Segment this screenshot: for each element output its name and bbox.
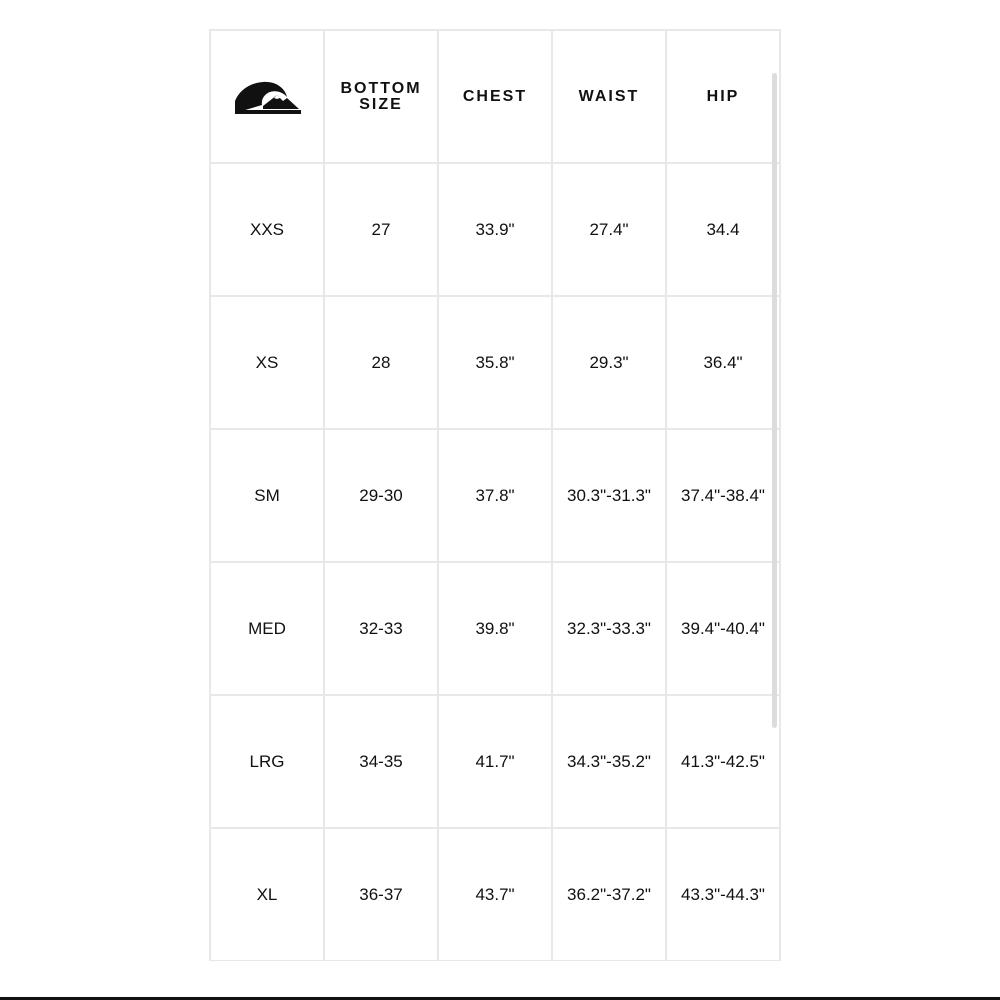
waist-value: 29.3" <box>552 296 666 429</box>
bottom-size-value: 28 <box>324 296 438 429</box>
size-label: XL <box>210 828 324 961</box>
bottom-size-value: 32-33 <box>324 562 438 695</box>
size-chart-scroll-area[interactable] <box>209 29 781 961</box>
vertical-scrollbar-thumb[interactable] <box>772 73 777 728</box>
hip-value: 34.4 <box>666 163 780 296</box>
header-bottom-size-line2: SIZE <box>359 95 403 113</box>
table-row <box>210 296 780 429</box>
size-label: XXS <box>210 163 324 296</box>
size-chart-table <box>209 29 781 961</box>
bottom-size-value: 36-37 <box>324 828 438 961</box>
header-bottom-size <box>324 30 438 163</box>
header-bottom-size-line1: BOTTOM <box>340 79 422 97</box>
chest-value: 33.9" <box>438 163 552 296</box>
waist-value: 30.3"-31.3" <box>552 429 666 562</box>
waist-value: 32.3"-33.3" <box>552 562 666 695</box>
hip-value: 37.4"-38.4" <box>666 429 780 562</box>
waist-value: 27.4" <box>552 163 666 296</box>
chest-value: 39.8" <box>438 562 552 695</box>
hip-value: 39.4"-40.4" <box>666 562 780 695</box>
hip-value: 43.3"-44.3" <box>666 828 780 961</box>
chest-value: 43.7" <box>438 828 552 961</box>
bottom-size-value: 29-30 <box>324 429 438 562</box>
table-row <box>210 695 780 828</box>
waist-value: 36.2"-37.2" <box>552 828 666 961</box>
size-label: MED <box>210 562 324 695</box>
size-label: LRG <box>210 695 324 828</box>
quiksilver-wave-mountain-icon <box>233 79 301 115</box>
size-label: XS <box>210 296 324 429</box>
header-chest: CHEST <box>438 30 552 163</box>
table-header-row <box>210 30 780 163</box>
header-hip: HIP <box>666 30 780 163</box>
header-waist: WAIST <box>552 30 666 163</box>
table-row <box>210 828 780 961</box>
chest-value: 37.8" <box>438 429 552 562</box>
chest-value: 41.7" <box>438 695 552 828</box>
table-row <box>210 562 780 695</box>
bottom-size-value: 34-35 <box>324 695 438 828</box>
table-row <box>210 429 780 562</box>
bottom-size-value: 27 <box>324 163 438 296</box>
hip-value: 36.4" <box>666 296 780 429</box>
hip-value: 41.3"-42.5" <box>666 695 780 828</box>
waist-value: 34.3"-35.2" <box>552 695 666 828</box>
brand-logo-cell <box>210 30 324 163</box>
chest-value: 35.8" <box>438 296 552 429</box>
size-label: SM <box>210 429 324 562</box>
table-row <box>210 163 780 296</box>
